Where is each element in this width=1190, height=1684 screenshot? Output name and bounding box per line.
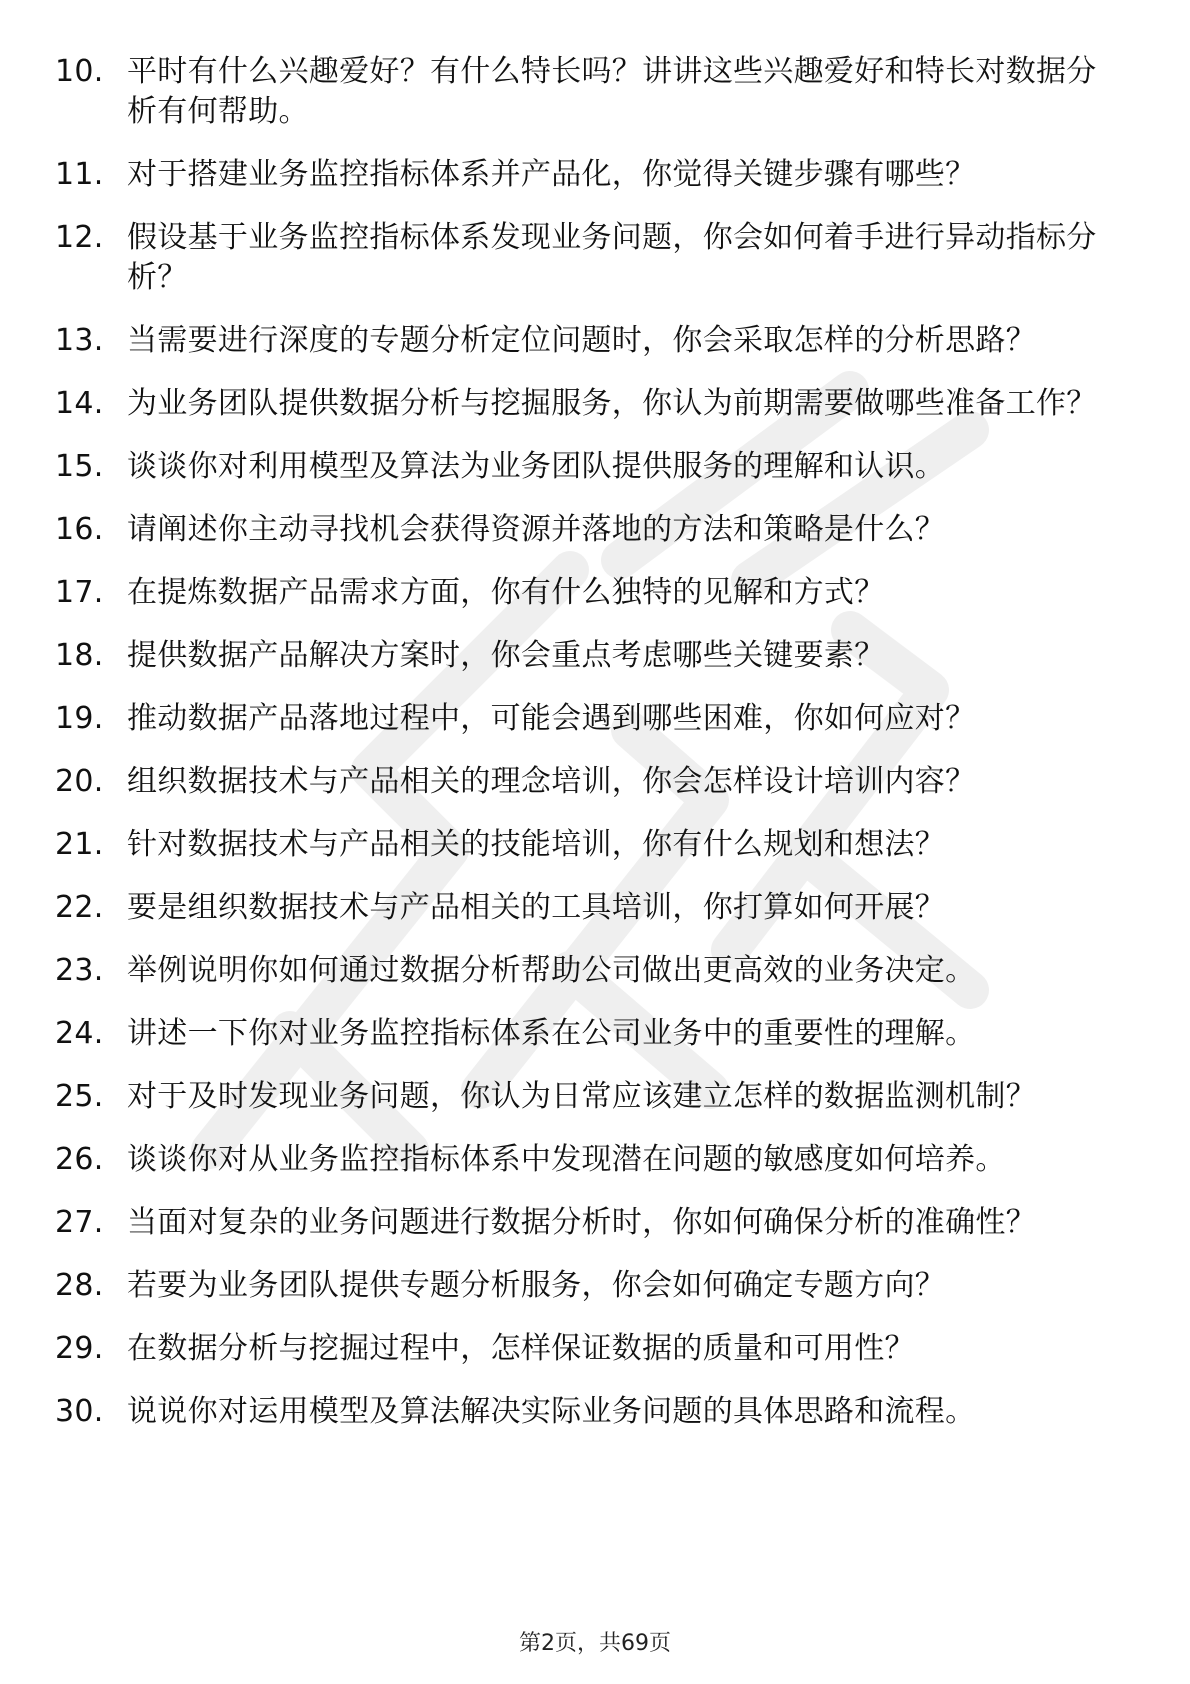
item-text: 对于及时发现业务问题，你认为日常应该建立怎样的数据监测机制？ <box>127 1079 1036 1114</box>
item-number: 10. <box>55 54 104 89</box>
item-number: 24. <box>55 1016 104 1051</box>
item-number: 15. <box>55 449 104 484</box>
item-text: 谈谈你对利用模型及算法为业务团队提供服务的理解和认识。 <box>127 449 946 484</box>
list-item <box>55 636 1125 676</box>
list-item <box>55 510 1125 550</box>
page-number: 第2页，共69页 <box>519 1631 671 1656</box>
item-text: 在数据分析与挖掘过程中，怎样保证数据的质量和可用性？ <box>127 1331 915 1366</box>
item-text: 谈谈你对从业务监控指标体系中发现潜在问题的敏感度如何培养。 <box>127 1142 1006 1177</box>
list-item <box>55 384 1125 424</box>
item-number: 22. <box>55 890 104 925</box>
item-number: 13. <box>55 323 104 358</box>
item-text: 平时有什么兴趣爱好？有什么特长吗？讲讲这些兴趣爱好和特长对数据分析有何帮助。 <box>127 54 1097 129</box>
item-number: 19. <box>55 701 104 736</box>
list-item <box>55 1329 1125 1369</box>
item-number: 12. <box>55 220 104 255</box>
item-text: 举例说明你如何通过数据分析帮助公司做出更高效的业务决定。 <box>127 953 976 988</box>
list-item <box>55 1266 1125 1306</box>
list-item <box>55 447 1125 487</box>
item-number: 14. <box>55 386 104 421</box>
list-item <box>55 1077 1125 1117</box>
item-text: 请阐述你主动寻找机会获得资源并落地的方法和策略是什么？ <box>127 512 946 547</box>
list-item <box>55 825 1125 865</box>
item-text: 推动数据产品落地过程中，可能会遇到哪些困难，你如何应对？ <box>127 701 976 736</box>
item-text: 说说你对运用模型及算法解决实际业务问题的具体思路和流程。 <box>127 1394 976 1429</box>
item-text: 对于搭建业务监控指标体系并产品化，你觉得关键步骤有哪些？ <box>127 157 976 192</box>
list-item <box>55 321 1125 361</box>
item-text: 提供数据产品解决方案时，你会重点考虑哪些关键要素？ <box>127 638 885 673</box>
list-item <box>55 1014 1125 1054</box>
item-number: 27. <box>55 1205 104 1240</box>
item-text: 要是组织数据技术与产品相关的工具培训，你打算如何开展？ <box>127 890 946 925</box>
list-item <box>55 573 1125 613</box>
list-item <box>55 218 1125 298</box>
item-number: 20. <box>55 764 104 799</box>
list-item <box>55 1392 1125 1432</box>
item-number: 25. <box>55 1079 104 1114</box>
item-number: 29. <box>55 1331 104 1366</box>
question-list <box>55 52 1125 1455</box>
item-number: 16. <box>55 512 104 547</box>
item-number: 21. <box>55 827 104 862</box>
item-number: 11. <box>55 157 104 192</box>
list-item <box>55 52 1125 132</box>
list-item <box>55 1203 1125 1243</box>
item-text: 为业务团队提供数据分析与挖掘服务，你认为前期需要做哪些准备工作？ <box>127 386 1097 421</box>
list-item <box>55 951 1125 991</box>
item-text: 当面对复杂的业务问题进行数据分析时，你如何确保分析的准确性？ <box>127 1205 1036 1240</box>
list-item <box>55 1140 1125 1180</box>
list-item <box>55 699 1125 739</box>
item-text: 针对数据技术与产品相关的技能培训，你有什么规划和想法？ <box>127 827 946 862</box>
list-item <box>55 762 1125 802</box>
item-number: 30. <box>55 1394 104 1429</box>
item-text: 组织数据技术与产品相关的理念培训，你会怎样设计培训内容？ <box>127 764 976 799</box>
item-number: 28. <box>55 1268 104 1303</box>
item-number: 18. <box>55 638 104 673</box>
list-item <box>55 155 1125 195</box>
item-text: 在提炼数据产品需求方面，你有什么独特的见解和方式？ <box>127 575 885 610</box>
item-number: 23. <box>55 953 104 988</box>
item-number: 17. <box>55 575 104 610</box>
item-text: 当需要进行深度的专题分析定位问题时，你会采取怎样的分析思路？ <box>127 323 1036 358</box>
item-text: 若要为业务团队提供专题分析服务，你会如何确定专题方向？ <box>127 1268 946 1303</box>
item-text: 假设基于业务监控指标体系发现业务问题，你会如何着手进行异动指标分析？ <box>127 220 1097 295</box>
item-text: 讲述一下你对业务监控指标体系在公司业务中的重要性的理解。 <box>127 1016 976 1051</box>
list-item <box>55 888 1125 928</box>
item-number: 26. <box>55 1142 104 1177</box>
